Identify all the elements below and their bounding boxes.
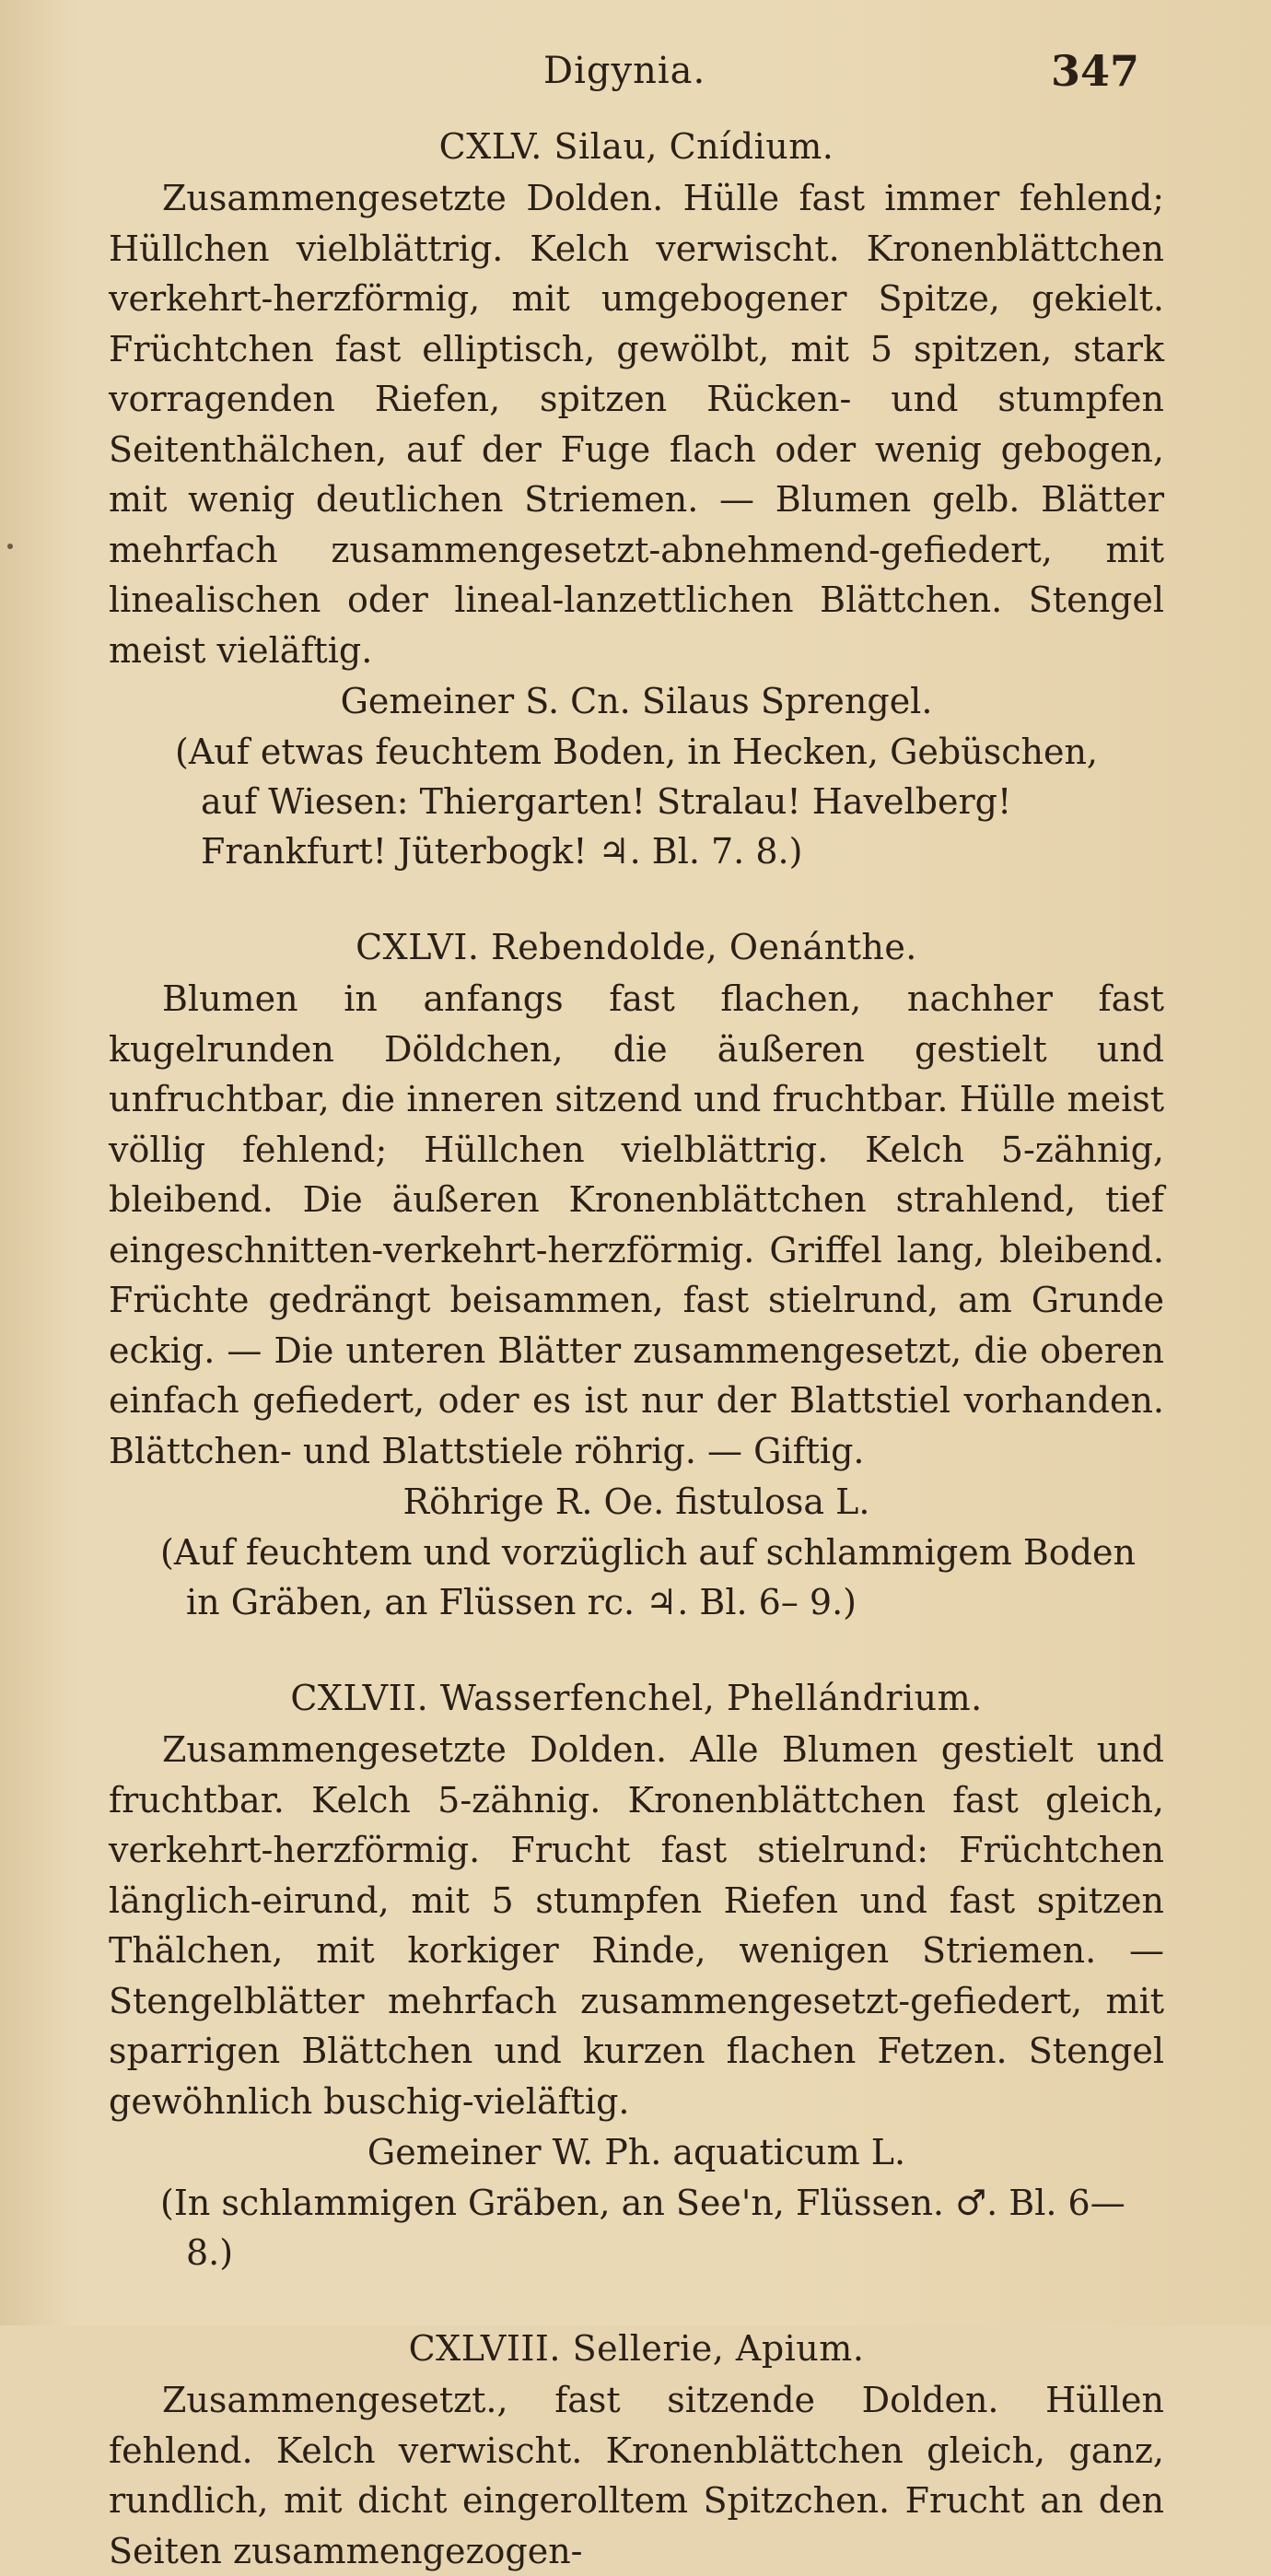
genus-latin-name: Phellándrium. [726,1678,983,1718]
genus-german-name: Wasserfenchel, [439,1678,716,1718]
genus-heading [109,120,1164,173]
running-head [0,46,1271,101]
genus-german-name: Silau, [554,126,658,167]
genus-entry-sellerie [109,2322,1164,2576]
genus-german-name: Rebendolde, [491,927,718,967]
genus-german-name: Sellerie, [572,2328,725,2369]
species-name: Gemeiner W. Ph. aquaticum L. [367,2132,906,2172]
genus-entry-rebendolde [109,920,1164,1627]
genus-number: CXLVI. [356,927,480,967]
page-number: 347 [1050,46,1139,96]
running-title: Digynia. [543,50,706,92]
page-body [109,120,1164,2576]
genus-description: Blumen in anfangs fast flachen, nachher fast kugelrunden Döldchen, die äußeren gestielt und unfruchtbar, die inneren sitzend und fruchtbar. Hülle meist völlig fehlend; Hüllchen vielblättrig. Kelch 5-zähnig, bleibend. Die äußeren Kronenblättchen strahlend, tief eingeschnitten-verkehrt-herzförmig. Griffel lang, bleibend. Früchte gedrängt beisammen, fast stielrund, am Grunde eckig. — Die unteren Blätter zusammengesetzt, die oberen einfach gefiedert, oder es ist nur der Blattstiel vorhanden. Blättchen- und Blattstiele röhrig. — Giftig. [109,978,1164,1471]
genus-entry-wasserfenchel [109,1671,1164,2277]
species-name: Röhrige R. Oe. fistulosa L. [402,1481,870,1522]
genus-heading [109,1671,1164,1725]
margin-speck [7,544,13,549]
genus-description: Zusammengesetzt., fast sitzende Dolden. Hüllen fehlend. Kelch verwischt. Kronenblättchen gleich, ganz, rundlich, mit dicht eingerolltem Spitzchen. Frucht an den Seiten zusammengezogen- [109,2380,1164,2571]
habitat-note: (Auf etwas feuchtem Boden, in Hecken, Gebüschen, auf Wiesen: Thiergarten! Stralau! Havelberg! Frankfurt! Jüterbogk! ♃. Bl. 7. 8.) [175,732,1099,872]
genus-number: CXLVII. [290,1678,429,1718]
genus-number: CXLVIII. [408,2328,561,2369]
genus-latin-name: Cnídium. [669,126,834,167]
genus-description: Zusammengesetzte Dolden. Hülle fast immer fehlend; Hüllchen vielblättrig. Kelch verwischt. Kronenblättchen verkehrt-herzförmig, mit umgebogener Spitze, gekielt. Früchtchen fast elliptisch, gewölbt, mit 5 spitzen, stark vorragenden Riefen, spitzen Rücken- und stumpfen Seitenthälchen, auf der Fuge flach oder wenig gebogen, mit wenig deutlichen Striemen. — Blumen gelb. Blätter mehrfach zusammengesetzt-abnehmend-gefiedert, mit linealischen oder lineal-lanzettlichen Blättchen. Stengel meist vieläftig. [109,178,1164,671]
habitat-note: (Auf feuchtem und vorzüglich auf schlammigem Boden in Gräben, an Flüssen rc. ♃. Bl. 6– 9.) [160,1532,1136,1622]
genus-description: Zusammengesetzte Dolden. Alle Blumen gestielt und fruchtbar. Kelch 5-zähnig. Kronenblättchen fast gleich, verkehrt-herzförmig. Frucht fast stielrund: Früchtchen länglich-eirund, mit 5 stumpfen Riefen und fast spitzen Thälchen, mit korkiger Rinde, wenigen Striemen. — Stengelblätter mehrfach zusammengesetzt-gefiedert, mit sparrigen Blättchen und kurzen flachen Fetzen. Stengel gewöhnlich buschig-vieläftig. [109,1729,1164,2122]
genus-number: CXLV. [438,126,542,167]
genus-heading [109,920,1164,974]
genus-latin-name: Oenánthe. [729,927,917,967]
genus-heading [109,2322,1164,2375]
species-name: Gemeiner S. Cn. Silaus Sprengel. [340,681,933,721]
genus-latin-name: Apium. [735,2328,865,2369]
genus-entry-silau [109,120,1164,876]
habitat-note: (In schlammigen Gräben, an See'n, Flüssen. ♂. Bl. 6—8.) [160,2183,1125,2273]
